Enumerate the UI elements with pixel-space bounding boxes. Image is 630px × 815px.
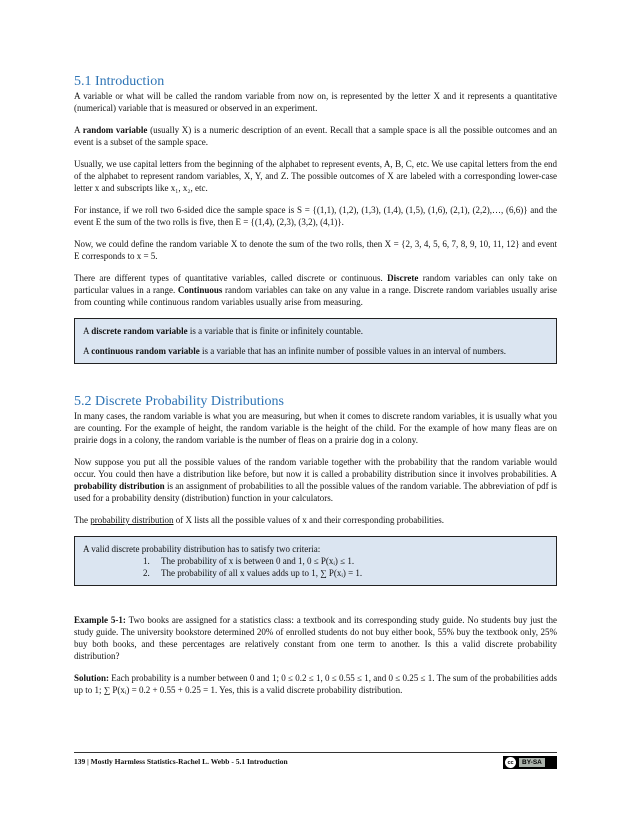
term-random-variable: random variable [82,125,148,135]
example-5-1: Example 5-1: Two books are assigned for a statistics class: a textbook and its corresponding study guide. No students buy just the study guide. The university bookstore determined 20% of enrolled students do not buy either book, 55% buy the textbook only, 25% buy both books, and these percentages are relatively constant from one term to another. Is this a valid discrete probability distribution? [74,615,557,661]
criteria-box [74,536,557,586]
criteria-item: 1. The probability of x is between 0 and 1, 0 ≤ P(xᵢ) ≤ 1. [143,556,355,566]
section-title-discrete: 5.2 Discrete Probability Distributions [74,394,284,409]
definition-box [74,318,557,364]
page-content [74,74,557,706]
page-footer [74,752,557,773]
criteria-intro: A valid discrete probability distribution has to satisfy two criteria: [83,544,321,554]
criteria-list [83,555,548,579]
intro-paragraph-3: Usually, we use capital letters from the beginning of the alphabet to represent events, A, B, C, etc. We use capital letters from the end of the alphabet to represent random variables, X, Y, and Z. The possible outcomes of X are labeled with a corresponding lower-case letter x and subscripts like x₁, x₂, etc. [74,159,557,193]
definition-discrete: A discrete random variable is a variable that is finite or infinitely countable. [83,326,364,336]
example-solution: Solution: Each probability is a number between 0 and 1; 0 ≤ 0.2 ≤ 1, 0 ≤ 0.55 ≤ 1, and 0 ≤ 0.25 ≤ 1. The sum of the probabilities adds up to 1; ∑ P(xᵢ) = 0.2 + 0.55 + 0.25 = 1. Yes, this is a valid discrete probability distribution. [74,673,557,695]
intro-paragraph-6: There are different types of quantitative variables, called discrete or continuous. Discrete random variables can only take on particular values in a range. Continuous random variables can take on any value in a range. Discrete random variables usually arise from counting while continuous random variables usually arise from measuring. [74,273,558,307]
intro-paragraph-5: Now, we could define the random variable X to denote the sum of the two rolls, then X = {2, 3, 4, 5, 6, 7, 8, 9, 10, 11, 12} and event E corresponds to x = 5. [74,239,557,261]
criteria-item: 2. The probability of all x values adds up to 1, ∑ P(xᵢ) = 1. [143,568,363,578]
intro-paragraph-2: A random variable (usually X) is a numeric description of an event. Recall that a sample space is all the possible outcomes and an event is a subset of the sample space. [74,125,557,147]
discrete-paragraph-3: The probability distribution of X lists all the possible values of x and their corresponding probabilities. [74,515,444,525]
discrete-paragraph-1: In many cases, the random variable is what you are measuring, but when it comes to discrete random variables, it is usually what you are counting. For the example of height, the random variable is the height of the child. For the example of how many fleas are on prairie dogs in a colony, the random variable is the number of fleas on a prairie dog in a colony. [74,411,557,445]
section-title-intro: 5.1 Introduction [74,74,165,89]
license-label: BY-SA [519,758,545,767]
cc-license-badge [503,756,557,769]
cc-icon: cc [505,757,516,768]
intro-paragraph-1: A variable or what will be called the random variable from now on, is represented by the letter X and it represents a quantitative (numerical) variable that is measured or observed in an experiment. [74,91,557,113]
discrete-paragraph-2: Now suppose you put all the possible values of the random variable together with the probability that the random variable would occur. You could then have a distribution like before, but now it is called a probability distribution since it involves probabilities. A probability distribution is an assignment of probabilities to all the possible values of the random variable. The abbreviation of pdf is used for a probability density (distribution) function in your calculators. [74,457,557,503]
definition-continuous: A continuous random variable is a variable that has an infinite number of possible values in an interval of numbers. [83,346,506,356]
footer-text: 139 | Mostly Harmless Statistics-Rachel L. Webb - 5.1 Introduction [74,757,288,766]
intro-paragraph-4: For instance, if we roll two 6-sided dice the sample space is S = {(1,1), (1,2), (1,3), (1,4), (1,5), (1,6), (2,1), (2,2),…, (6,6)} and the event E the sum of the two rolls is five, then E = {(1,4), (2,3), (3,2), (4,1)}. [74,205,557,227]
